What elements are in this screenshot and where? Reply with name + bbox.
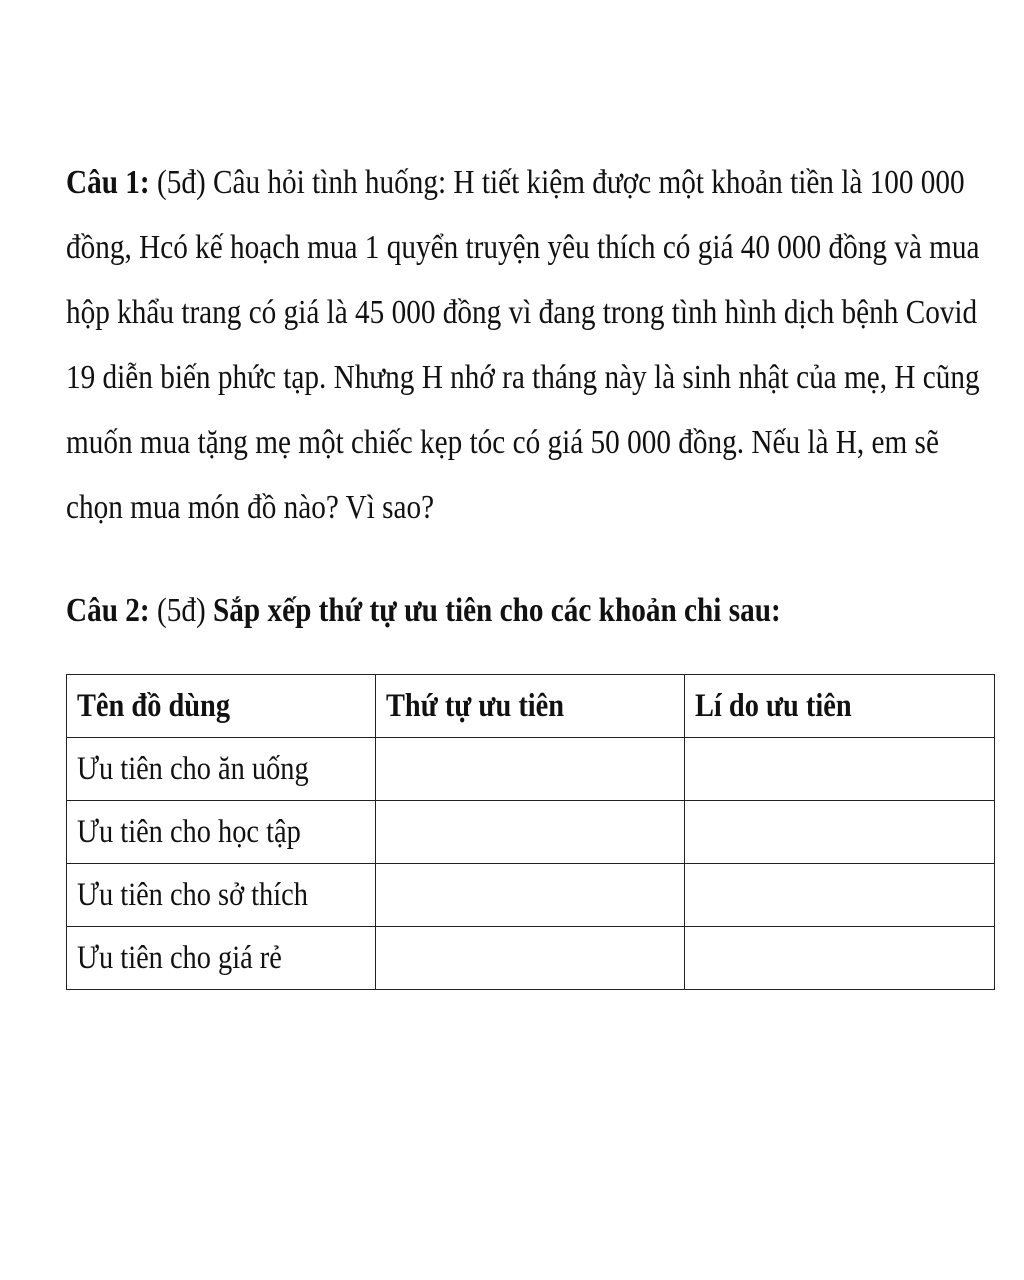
question-2 bbox=[66, 578, 781, 643]
cell-priority-reason[interactable] bbox=[685, 801, 995, 864]
priority-table bbox=[66, 674, 995, 990]
cell-priority-reason[interactable] bbox=[685, 927, 995, 990]
table-row bbox=[67, 927, 995, 990]
cell-priority-order[interactable] bbox=[376, 927, 685, 990]
question-1 bbox=[66, 150, 996, 540]
cell-item-name: Ưu tiên cho sở thích bbox=[67, 864, 376, 927]
table-header-row bbox=[67, 675, 995, 738]
question-2-points: (5đ) bbox=[149, 592, 214, 629]
cell-item-name: Ưu tiên cho học tập bbox=[67, 801, 376, 864]
table-row bbox=[67, 864, 995, 927]
cell-priority-order[interactable] bbox=[376, 801, 685, 864]
question-1-text: (5đ) Câu hỏi tình huống: H tiết kiệm được một khoản tiền là 100 000 đồng, Hcó kế hoạch mua 1 quyển truyện yêu thích có giá 40 000 đồng và mua hộp khẩu trang có giá là 45 000 đồng vì đang trong tình hình dịch bệnh Covid 19 diễn biến phức tạp. Nhưng H nhớ ra tháng này là sinh nhật của mẹ, H cũng muốn mua tặng mẹ một chiếc kẹp tóc có giá 50 000 đồng. Nếu là H, em sẽ chọn mua món đồ nào? Vì sao? bbox=[66, 164, 980, 526]
cell-priority-reason[interactable] bbox=[685, 864, 995, 927]
cell-item-name: Ưu tiên cho giá rẻ bbox=[67, 927, 376, 990]
header-item-name: Tên đồ dùng bbox=[67, 675, 376, 738]
table-row bbox=[67, 801, 995, 864]
table-row bbox=[67, 738, 995, 801]
question-1-label: Câu 1: bbox=[66, 164, 150, 201]
cell-priority-order[interactable] bbox=[376, 738, 685, 801]
question-2-instruction: Sắp xếp thứ tự ưu tiên cho các khoản chi sau: bbox=[213, 592, 781, 629]
header-priority-order: Thứ tự ưu tiên bbox=[376, 675, 685, 738]
question-2-label: Câu 2: bbox=[66, 592, 150, 629]
header-priority-reason: Lí do ưu tiên bbox=[685, 675, 995, 738]
cell-priority-reason[interactable] bbox=[685, 738, 995, 801]
cell-priority-order[interactable] bbox=[376, 864, 685, 927]
cell-item-name: Ưu tiên cho ăn uống bbox=[67, 738, 376, 801]
